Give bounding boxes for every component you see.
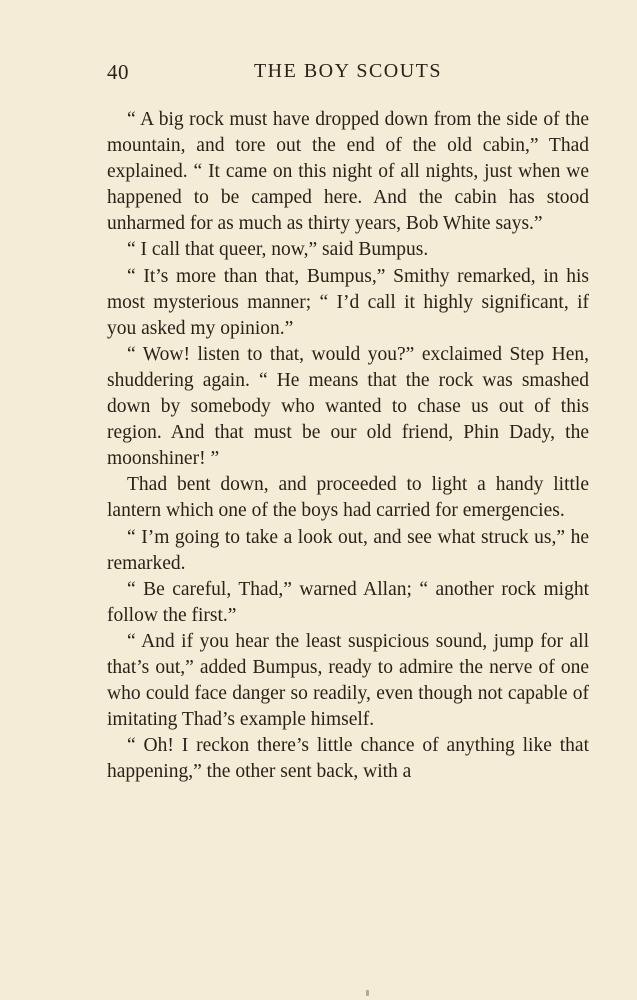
paragraph: “ Be careful, Thad,” warned Allan; “ another rock might follow the first.”	[107, 578, 589, 626]
body-text	[107, 107, 589, 785]
paragraph: “ I call that queer, now,” said Bumpus.	[127, 239, 429, 261]
running-head: THE BOY SCOUTS	[253, 60, 443, 82]
page-speck	[366, 990, 369, 996]
page-header	[107, 60, 589, 90]
paragraph: “ Wow! listen to that, would you?” exclaimed Step Hen, shuddering again. “ He means that the rock was smashed down by somebody who wanted to chase us out of this region. And that must be our old friend, Phin Dady, the moonshiner! ”	[107, 343, 589, 470]
paragraph: “ And if you hear the least suspicious sound, jump for all that’s out,” added Bumpus, ready to admire the nerve of one who could face danger so readily, even though not capable of imitating Thad’s example himself.	[107, 630, 589, 731]
paragraph: “ A big rock must have dropped down from the side of the mountain, and tore out the end of the old cabin,” Thad explained. “ It came on this night of all nights, just when we happened to be camped here. And the cabin has stood unharmed for as much as thirty years, Bob White says.”	[107, 109, 589, 235]
paragraph: “ I’m going to take a look out, and see what struck us,” he remarked.	[107, 526, 589, 574]
paragraph: “ It’s more than that, Bumpus,” Smithy remarked, in his most mysterious manner; “ I’d call it highly significant, if you asked my opinion.”	[107, 265, 589, 339]
paragraph: “ Oh! I reckon there’s little chance of anything like that happening,” the other sent back, with a	[107, 735, 589, 783]
page-number: 40	[107, 60, 129, 84]
paragraph: Thad bent down, and proceeded to light a handy little lantern which one of the boys had carried for emergencies.	[107, 474, 589, 522]
